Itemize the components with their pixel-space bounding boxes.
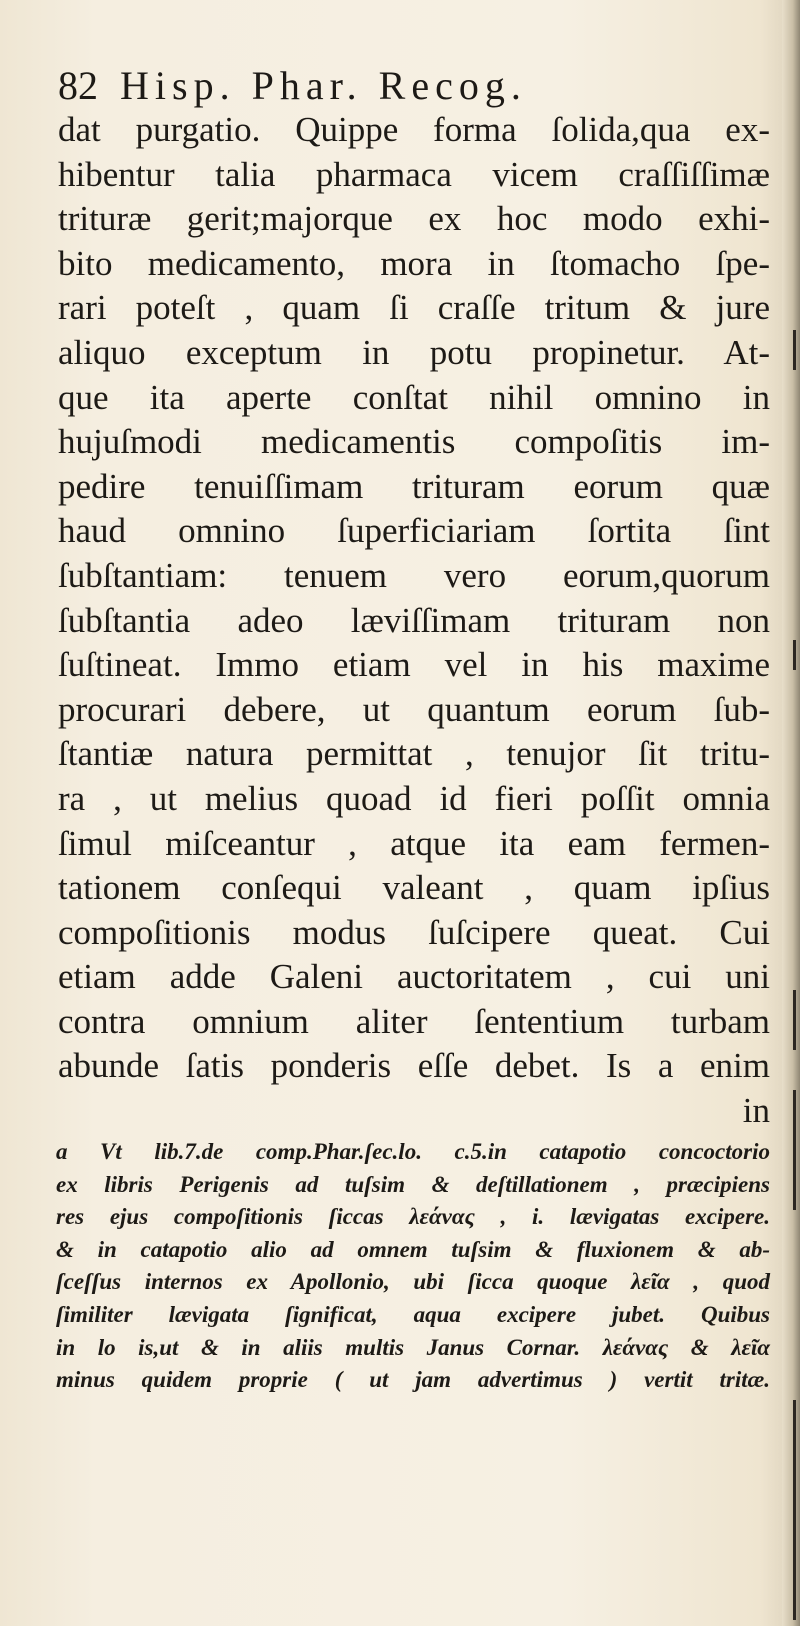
footnote-line: in lo is,ut & in aliis multis Janus Cornar. λεάνας & λεῖα <box>56 1334 770 1360</box>
text-line: abunde ſatis ponderis eſſe debet. Is a enim <box>58 1046 770 1086</box>
text-line: rari poteſt , quam ſi craſſe tritum & jure <box>58 288 770 328</box>
text-line: contra omnium aliter ſententium turbam <box>58 1001 770 1041</box>
footnote-line: ſceſſus internos ex Apollonio, ubi ſicca quoque λεῖα , quod <box>56 1269 770 1295</box>
footnote-line: a Vt lib.7.de comp.Phar.ſec.lo. c.5.in catapotio concoctorio <box>56 1139 770 1164</box>
catchword: in <box>742 1091 770 1131</box>
text-line: compoſitionis modus ſuſcipere queat. Cui <box>58 912 770 952</box>
text-line: aliquo exceptum in potu propinetur. At- <box>58 332 770 372</box>
footnote-line: & in catapotio alio ad omnem tuſsim & fluxionem & ab- <box>56 1236 770 1262</box>
edge-mark <box>793 640 796 670</box>
footnote-line: minus quidem proprie ( ut jam advertimus ) vertit tritæ. <box>56 1367 770 1393</box>
page-number: 82 <box>58 63 98 108</box>
footnotes <box>56 1136 770 1397</box>
edge-mark <box>793 330 796 370</box>
text-line: ſubſtantiam: tenuem vero eorum,quorum <box>58 555 770 595</box>
text-line: haud omnino ſuperficiariam ſortita ſint <box>58 511 770 551</box>
text-line: ra , ut melius quoad id fieri poſſit omnia <box>58 778 770 818</box>
text-line: ſuſtineat. Immo etiam vel in his maxime <box>58 645 770 685</box>
edge-mark <box>793 1090 796 1210</box>
edge-mark <box>793 990 796 1050</box>
running-title: Hisp. Phar. Recog. <box>120 63 527 108</box>
text-line: hujuſmodi medicamentis compoſitis im- <box>58 422 770 462</box>
running-header <box>58 62 758 110</box>
text-line: dat purgatio. Quippe forma ſolida,qua ex- <box>58 110 770 149</box>
text-line: hibentur talia pharmaca vicem craſſiſſimæ <box>58 154 770 194</box>
edge-mark <box>793 1400 796 1620</box>
text-line: pedire tenuiſſimam trituram eorum quæ <box>58 466 770 506</box>
text-line: trituræ gerit;majorque ex hoc modo exhi- <box>58 199 770 239</box>
text-line: etiam adde Galeni auctoritatem , cui uni <box>58 957 770 997</box>
text-line: procurari debere, ut quantum eorum ſub- <box>58 689 770 729</box>
footnote-line: ex libris Perigenis ad tuſsim & deſtillationem , præcipiens <box>56 1171 770 1197</box>
text-line: ſimul miſceantur , atque ita eam fermen- <box>58 823 770 863</box>
page-edge <box>782 0 800 1626</box>
footnote-line: ſimiliter lævigata ſignificat, aqua excipere jubet. Quibus <box>56 1301 770 1327</box>
footnote-line: res ejus compoſitionis ſiccas λεάνας , i. lævigatas excipere. <box>56 1204 770 1230</box>
text-line: bito medicamento, mora in ſtomacho ſpe- <box>58 243 770 283</box>
text-line: que ita aperte conſtat nihil omnino in <box>58 377 770 417</box>
main-text <box>58 108 770 1134</box>
text-line: ſtantiæ natura permittat , tenujor ſit tritu- <box>58 734 770 774</box>
text-line: ſubſtantia adeo læviſſimam trituram non <box>58 600 770 640</box>
text-line: tationem conſequi valeant , quam ipſius <box>58 868 770 908</box>
